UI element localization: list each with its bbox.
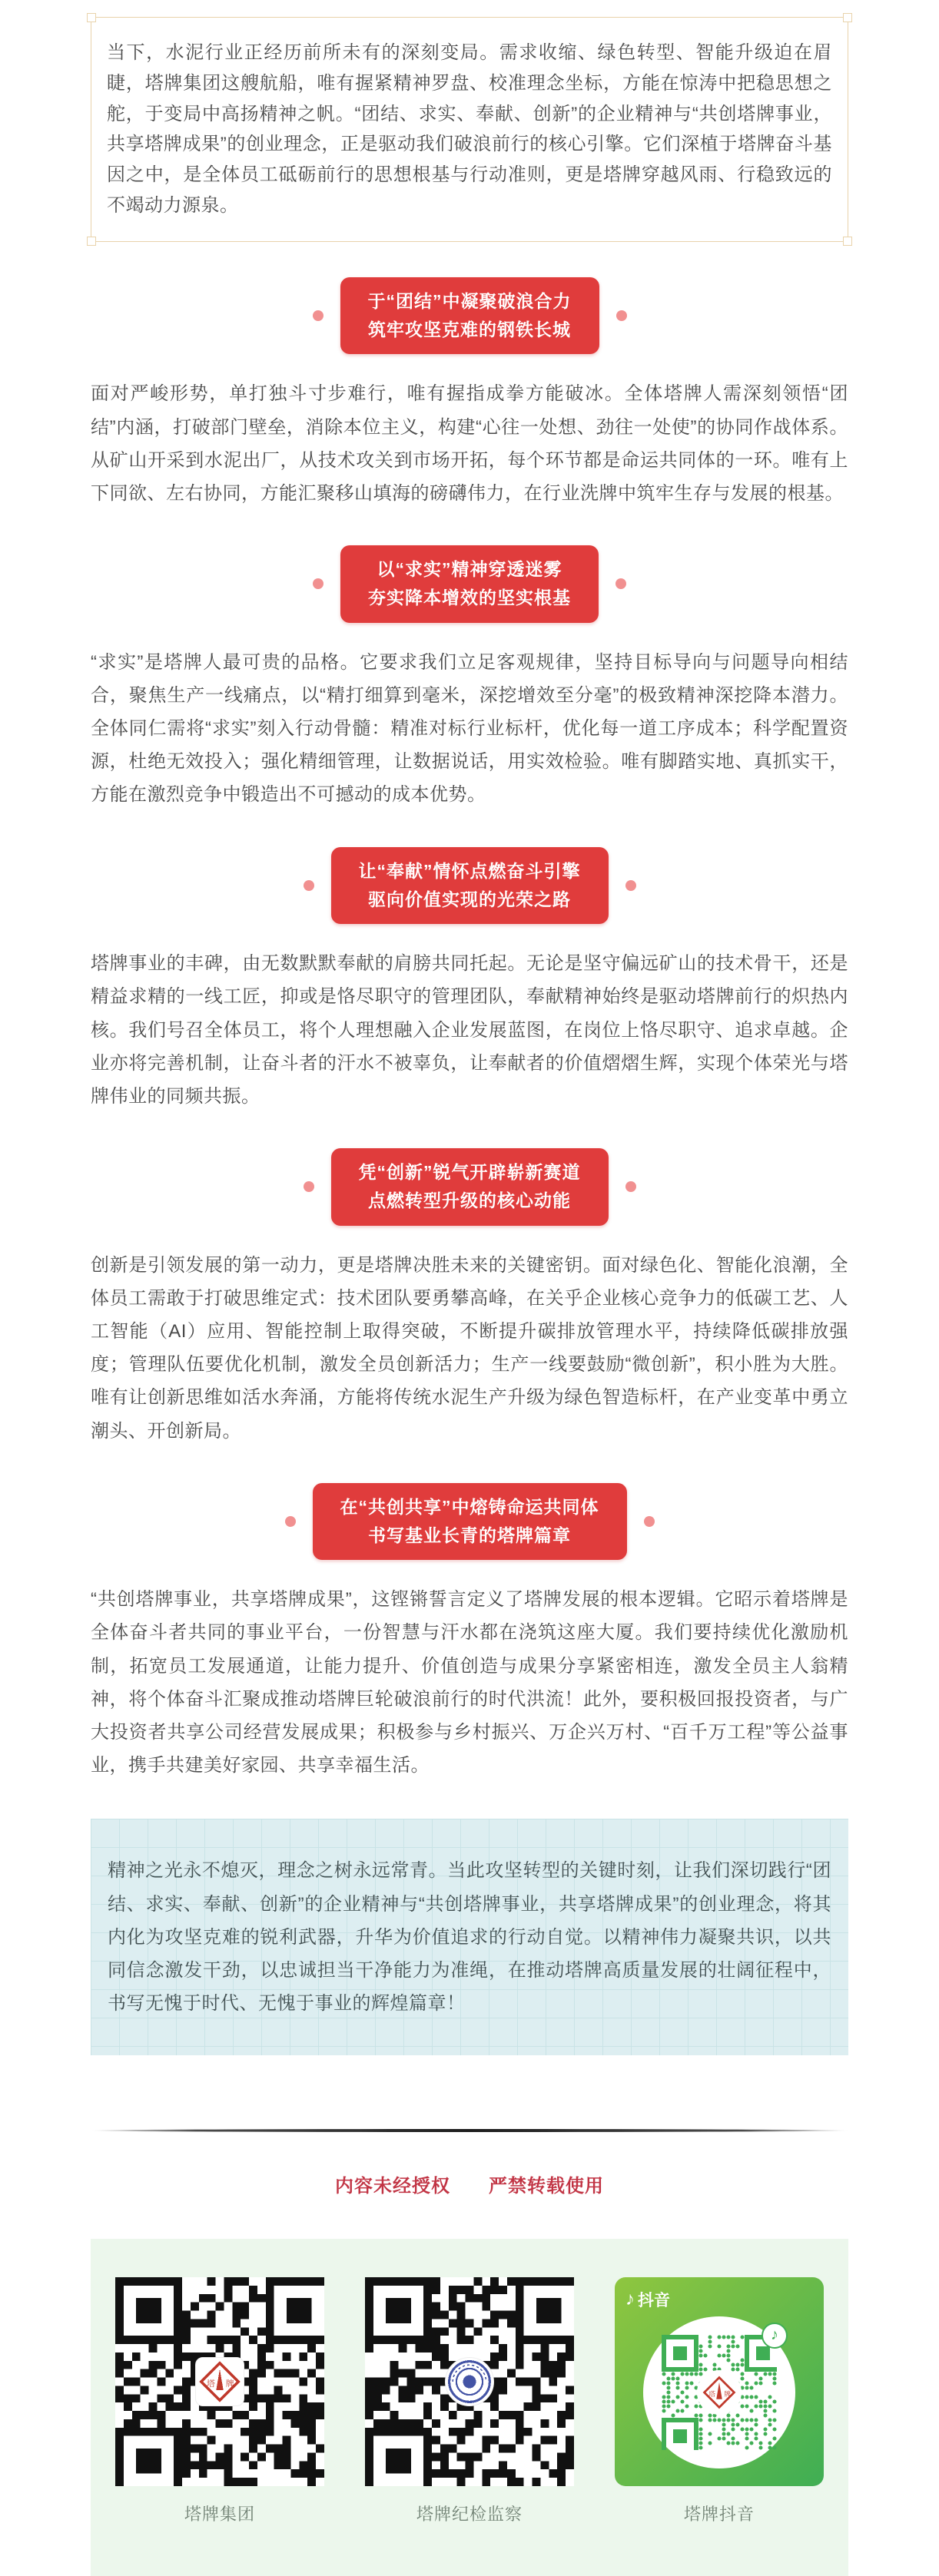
douyin-logo-text: 抖音 xyxy=(638,2292,670,2310)
banner-dot-right xyxy=(625,880,636,891)
svg-text:塔: 塔 xyxy=(708,2389,715,2398)
banner-row-unity xyxy=(91,277,848,355)
douyin-qr-circle xyxy=(643,2316,795,2468)
banner-innovation xyxy=(331,1148,609,1226)
douyin-qr-tile[interactable] xyxy=(615,2277,824,2486)
banner-dot-left xyxy=(285,1516,296,1527)
banner-line1: 在“共创共享”中熔铸命运共同体 xyxy=(340,1496,599,1517)
banner-row-innovation xyxy=(91,1148,848,1226)
paragraph-pragmatism: “求实”是塔牌人最可贵的品格。它要求我们立足客观规律，坚持目标导向与问题导向相结合，聚焦生产一线痛点，以“精打细算到毫米，深挖增效至分毫”的极致精神深挖降本潜力。全体同仁需将“求实”刻入行动骨髓：精准对标行业标杆，优化每一道工序成本；科学配置资源，杜绝无效投入；强化精细管理，让数据说话，用实效检验。唯有脚踏实地、真抓实干，方能在激烈竞争中锻造出不可撼动的成本优势。 xyxy=(91,651,848,806)
banner-line2: 书写基业长青的塔牌篇章 xyxy=(368,1525,571,1545)
banner-dedication xyxy=(331,847,609,925)
qr-item-douyin xyxy=(615,2277,824,2525)
banner-row-sharing xyxy=(91,1483,848,1561)
intro-text: 当下，水泥行业正经历前所未有的深刻变局。需求收缩、绿色转型、智能升级迫在眉睫，塔牌集团这艘航船，唯有握紧精神罗盘、校准理念坐标，方能在惊涛中把稳思想之舵，于变局中高扬精神之帆。“团结、求实、奉献、创新”的企业精神与“共创塔牌事业，共享塔牌成果”的创业理念，正是驱动我们破浪前行的核心引擎。它们深植于塔牌奋斗基因之中，是全体员工砥砺前行的思想根基与行动准则，更是塔牌穿越风雨、行稳致远的不竭动力源泉。 xyxy=(107,42,832,217)
qr-row xyxy=(115,2277,824,2525)
corner-ornament xyxy=(87,237,96,246)
qr-section xyxy=(91,2239,848,2576)
qr-label-tapai-group: 塔牌集团 xyxy=(184,2505,255,2525)
jijian-emblem-icon xyxy=(445,2357,494,2406)
banner-dot-left xyxy=(313,310,324,321)
qr-code-tapai-group[interactable] xyxy=(115,2277,324,2486)
banner-dot-left xyxy=(304,1181,314,1192)
qr-code-jijian[interactable] xyxy=(365,2277,574,2486)
corner-ornament xyxy=(843,237,852,246)
banner-dot-left xyxy=(304,880,314,891)
banner-line2: 驱向价值实现的光荣之路 xyxy=(368,889,571,909)
tapai-diamond-logo-icon xyxy=(195,2357,244,2406)
qr-label-jijian: 塔牌纪检监察 xyxy=(416,2505,523,2525)
banner-dot-right xyxy=(644,1516,655,1527)
paragraph-unity: 面对严峻形势，单打独斗寸步难行，唯有握指成拳方能破冰。全体塔牌人需深刻领悟“团结”内涵，打破部门壁垒，消除本位主义，构建“心往一处想、劲往一处使”的协同作战体系。从矿山开采到水泥出厂，从技术攻关到市场开拓，每个环节都是命运共同体的一环。唯有上下同欲、左右协同，方能汇聚移山填海的磅礴伟力，在行业洗牌中筑牢生存与发展的根基。 xyxy=(91,383,848,505)
copyright-notice: 内容未经授权 严禁转载使用 xyxy=(335,2176,604,2197)
qr-item-tapai-group xyxy=(115,2277,324,2525)
banner-dot-right xyxy=(625,1181,636,1192)
svg-text:塔: 塔 xyxy=(206,2379,215,2389)
banner-line2: 点燃转型升级的核心动能 xyxy=(368,1190,571,1211)
banner-unity xyxy=(340,277,599,355)
corner-ornament xyxy=(87,13,96,22)
banner-line2: 夯实降本增效的坚实根基 xyxy=(368,588,571,608)
tapai-diamond-logo-icon xyxy=(697,2370,742,2415)
banner-line1: 以“求实”精神穿透迷雾 xyxy=(377,559,562,580)
banner-dot-right xyxy=(615,578,626,589)
banner-dot-right xyxy=(616,310,627,321)
paragraph-sharing: “共创塔牌事业，共享塔牌成果”，这铿锵誓言定义了塔牌发展的根本逻辑。它昭示着塔牌是全体奋斗者共同的事业平台，一份智慧与汗水都在浇筑这座大厦。我们要持续优化激励机制，拓宽员工发展通道，让能力提升、价值创造与成果分享紧密相连，激发全员主人翁精神，将个体奋斗汇聚成推动塔牌巨轮破浪前行的时代洪流！此外，要积极回报投资者，与广大投资者共享公司经营发展成果；积极参与乡村振兴、万企兴万村、“百千万工程”等公益事业，携手共建美好家园、共享幸福生活。 xyxy=(91,1589,848,1776)
douyin-logo xyxy=(625,2288,670,2311)
closing-highlight-box xyxy=(91,1819,848,2055)
tapered-divider xyxy=(91,2129,848,2132)
corner-ornament xyxy=(843,13,852,22)
svg-text:牌: 牌 xyxy=(724,2389,731,2398)
intro-quote-box xyxy=(91,17,848,242)
banner-line1: 凭“创新”锐气开辟崭新赛道 xyxy=(358,1162,581,1183)
paragraph-innovation: 创新是引领发展的第一动力，更是塔牌决胜未来的关键密钥。面对绿色化、智能化浪潮，全体员工需敢于打破思维定式：技术团队要勇攀高峰，在关乎企业核心竞争力的低碳工艺、人工智能（AI）应用、智能控制上取得突破，不断提升碳排放管理水平，持续降低碳排放强度；管理队伍要优化机制，激发全员创新活力；生产一线要鼓励“微创新”，积小胜为大胜。唯有让创新思维如活水奔涌，方能将传统水泥生产升级为绿色智造标杆，在产业变革中勇立潮头、开创新局。 xyxy=(91,1254,848,1442)
banner-line1: 于“团结”中凝聚破浪合力 xyxy=(367,290,572,311)
paragraph-dedication: 塔牌事业的丰碑，由无数默默奉献的肩膀共同托起。无论是坚守偏远矿山的技术骨干，还是精益求精的一线工匠，抑或是恪尽职守的管理团队，奉献精神始终是驱动塔牌前行的炽热内核。我们号召全体员工，将个人理想融入企业发展蓝图，在岗位上恪尽职守、追求卓越。企业亦将完善机制，让奋斗者的汗水不被辜负，让奉献者的价值熠熠生辉，实现个体荣光与塔牌伟业的同频共振。 xyxy=(91,953,848,1107)
douyin-note-icon: ♪ xyxy=(625,2289,635,2310)
banner-row-pragmatism xyxy=(91,545,848,623)
banner-line2: 筑牢攻坚克难的钢铁长城 xyxy=(368,320,571,340)
douyin-mini-note-icon: ♪ xyxy=(761,2323,788,2349)
qr-label-douyin: 塔牌抖音 xyxy=(683,2505,755,2525)
svg-text:牌: 牌 xyxy=(225,2379,234,2389)
banner-row-dedication xyxy=(91,847,848,925)
banner-line1: 让“奉献”情怀点燃奋斗引擎 xyxy=(358,860,581,881)
banner-dot-left xyxy=(313,578,324,589)
closing-text: 精神之光永不熄灭，理念之树永远常青。当此攻坚转型的关键时刻，让我们深切践行“团结、求实、奉献、创新”的企业精神与“共创塔牌事业，共享塔牌成果”的创业理念，将其内化为攻坚克难的锐利武器，升华为价值追求的行动自觉。以精神伟力凝聚共识，以共同信念激发干劲，以忠诚担当干净能力为准绳，在推动塔牌高质量发展的壮阔征程中，书写无愧于时代、无愧于事业的辉煌篇章！ xyxy=(108,1860,831,2015)
banner-pragmatism xyxy=(340,545,599,623)
banner-sharing xyxy=(313,1483,627,1561)
qr-item-jijian xyxy=(365,2277,574,2525)
